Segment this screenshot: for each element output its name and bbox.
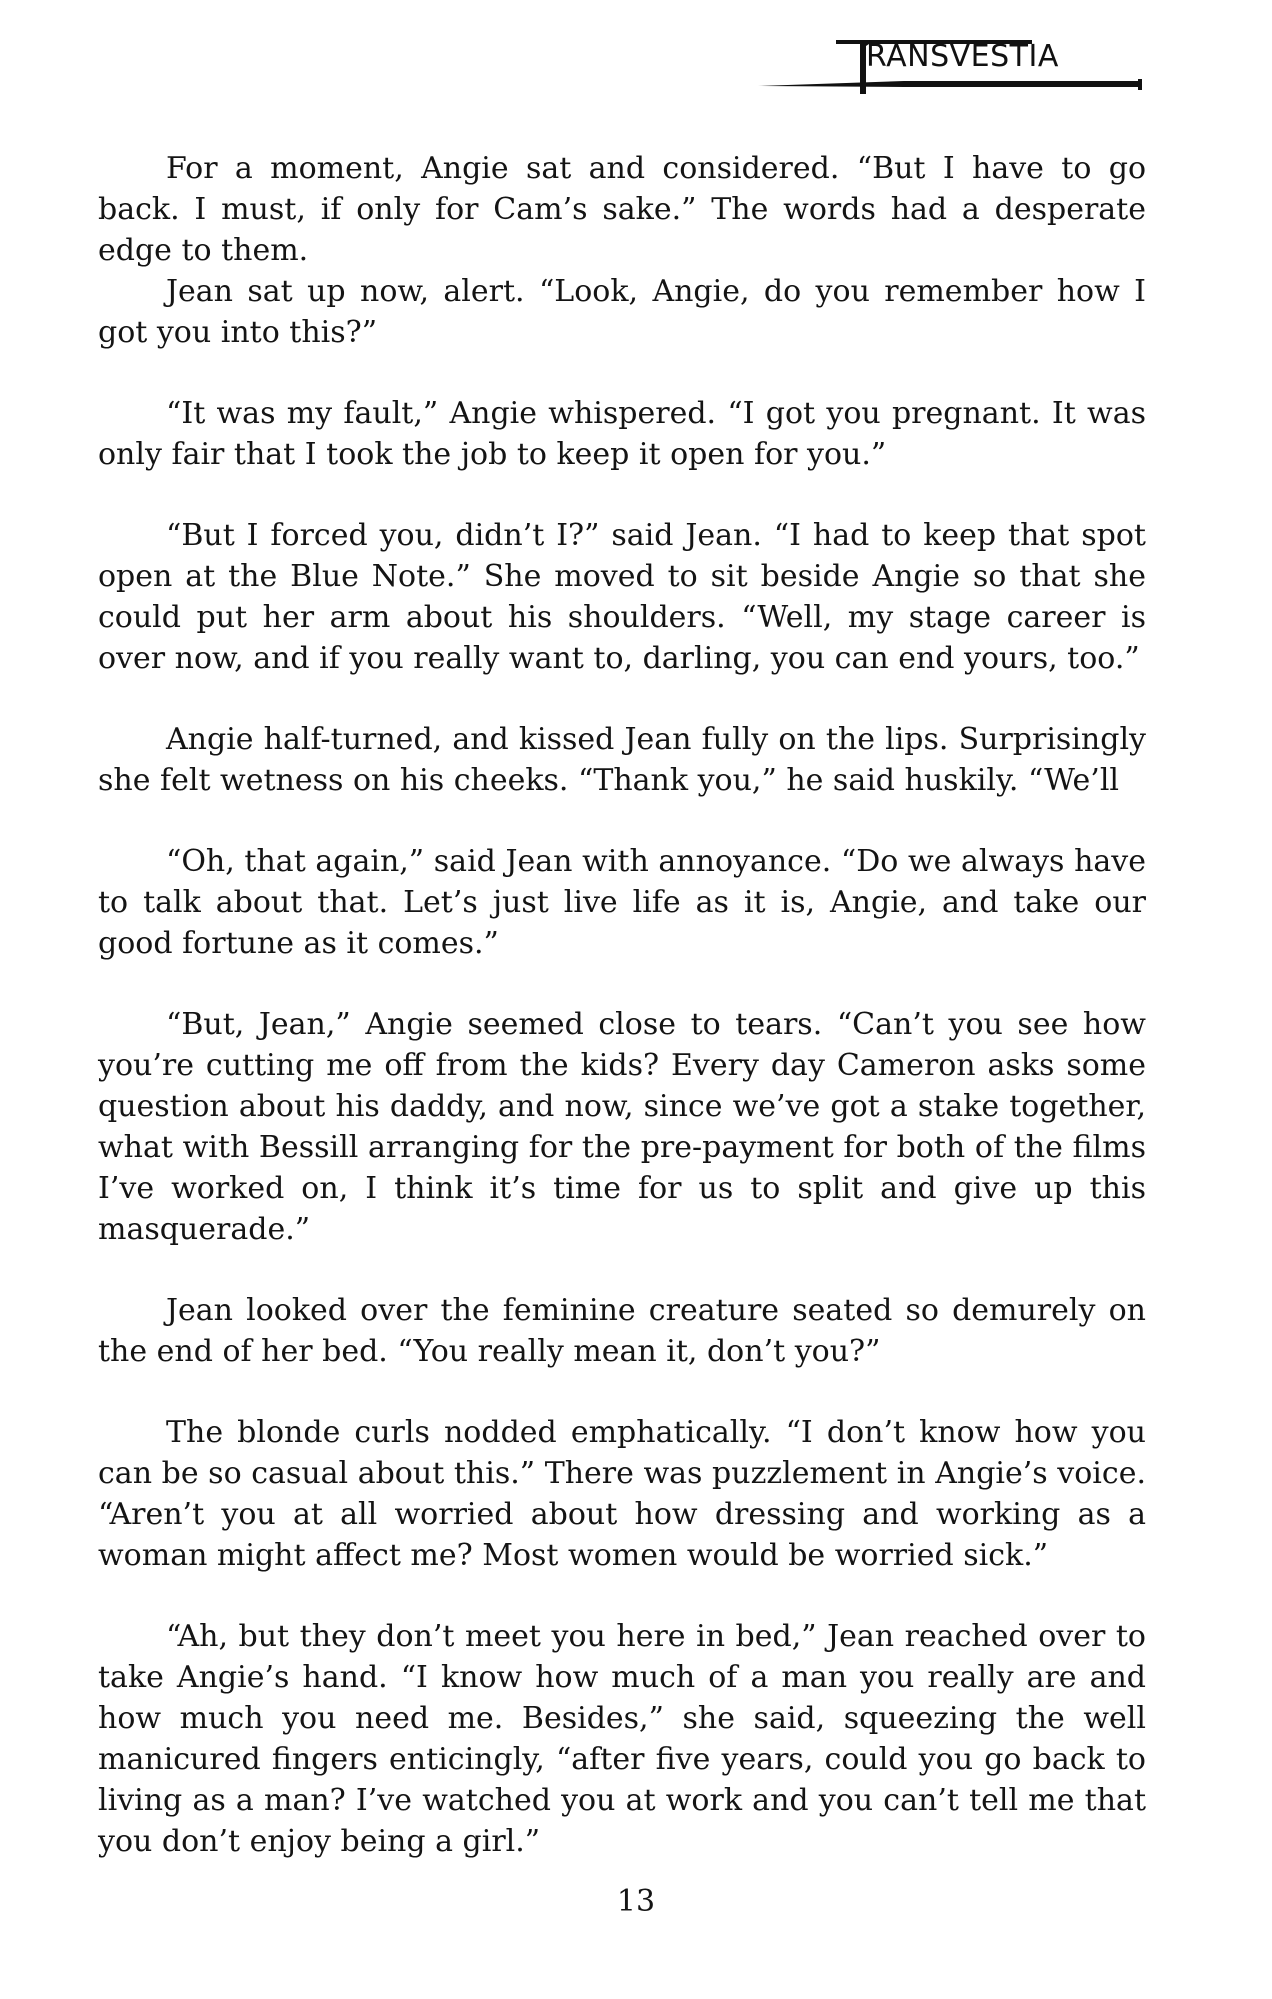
page-body <box>98 148 1146 1862</box>
paragraph: Jean sat up now, alert. “Look, Angie, do you remember how I got you into this?” <box>98 274 1146 350</box>
paragraph: For a moment, Angie sat and considered. “But I have to go back. I must, if only for Cam’s sake.” The words had a desperate edge to them. <box>98 151 1146 268</box>
page-number: 13 <box>616 1884 656 1919</box>
journal-title: RANSVESTIA <box>866 39 1059 74</box>
paragraph: “It was my fault,” Angie whispered. “I got you pregnant. It was only fair that I took the job to keep it open for you.” <box>98 396 1146 472</box>
journal-header-logo <box>754 34 1144 94</box>
paragraph: Jean looked over the feminine creature seated so demurely on the end of her bed. “You really mean it, don’t you?” <box>98 1293 1146 1369</box>
paragraph: “Oh, that again,” said Jean with annoyance. “Do we always have to talk about that. Let’s just live life as it is, Angie, and take our good fortune as it comes.” <box>98 844 1146 961</box>
paragraph: “But, Jean,” Angie seemed close to tears. “Can’t you see how you’re cutting me off from the kids? Every day Cameron asks some question about his daddy, and now, since we’ve got a stake together, what with Bessill arranging for the pre-payment for both of the films I’ve worked on, I think it’s time for us to split and give up this masquerade.” <box>98 1007 1146 1247</box>
paragraph: Angie half-turned, and kissed Jean fully on the lips. Surprisingly she felt wetness on his cheeks. “Thank you,” he said huskily. “We’ll <box>98 722 1146 798</box>
paragraph: “Ah, but they don’t meet you here in bed,” Jean reached over to take Angie’s hand. “I know how much of a man you really are and how much you need me. Besides,” she said, squeezing the well manicured fingers enticingly, “after five years, could you go back to living as a man? I’ve watched you at work and you can’t tell me that you don’t enjoy being a girl.” <box>98 1619 1146 1859</box>
paragraph: “But I forced you, didn’t I?” said Jean. “I had to keep that spot open at the Blue Note.” She moved to sit beside Angie so that she could put her arm about his shoulders. “Well, my stage career is over now, and if you really want to, darling, you can end yours, too.” <box>98 518 1146 676</box>
paragraph: The blonde curls nodded emphatically. “I don’t know how you can be so casual about this.” There was puzzlement in Angie’s voice. “Aren’t you at all worried about how dressing and working as a woman might affect me? Most women would be worried sick.” <box>98 1415 1146 1573</box>
